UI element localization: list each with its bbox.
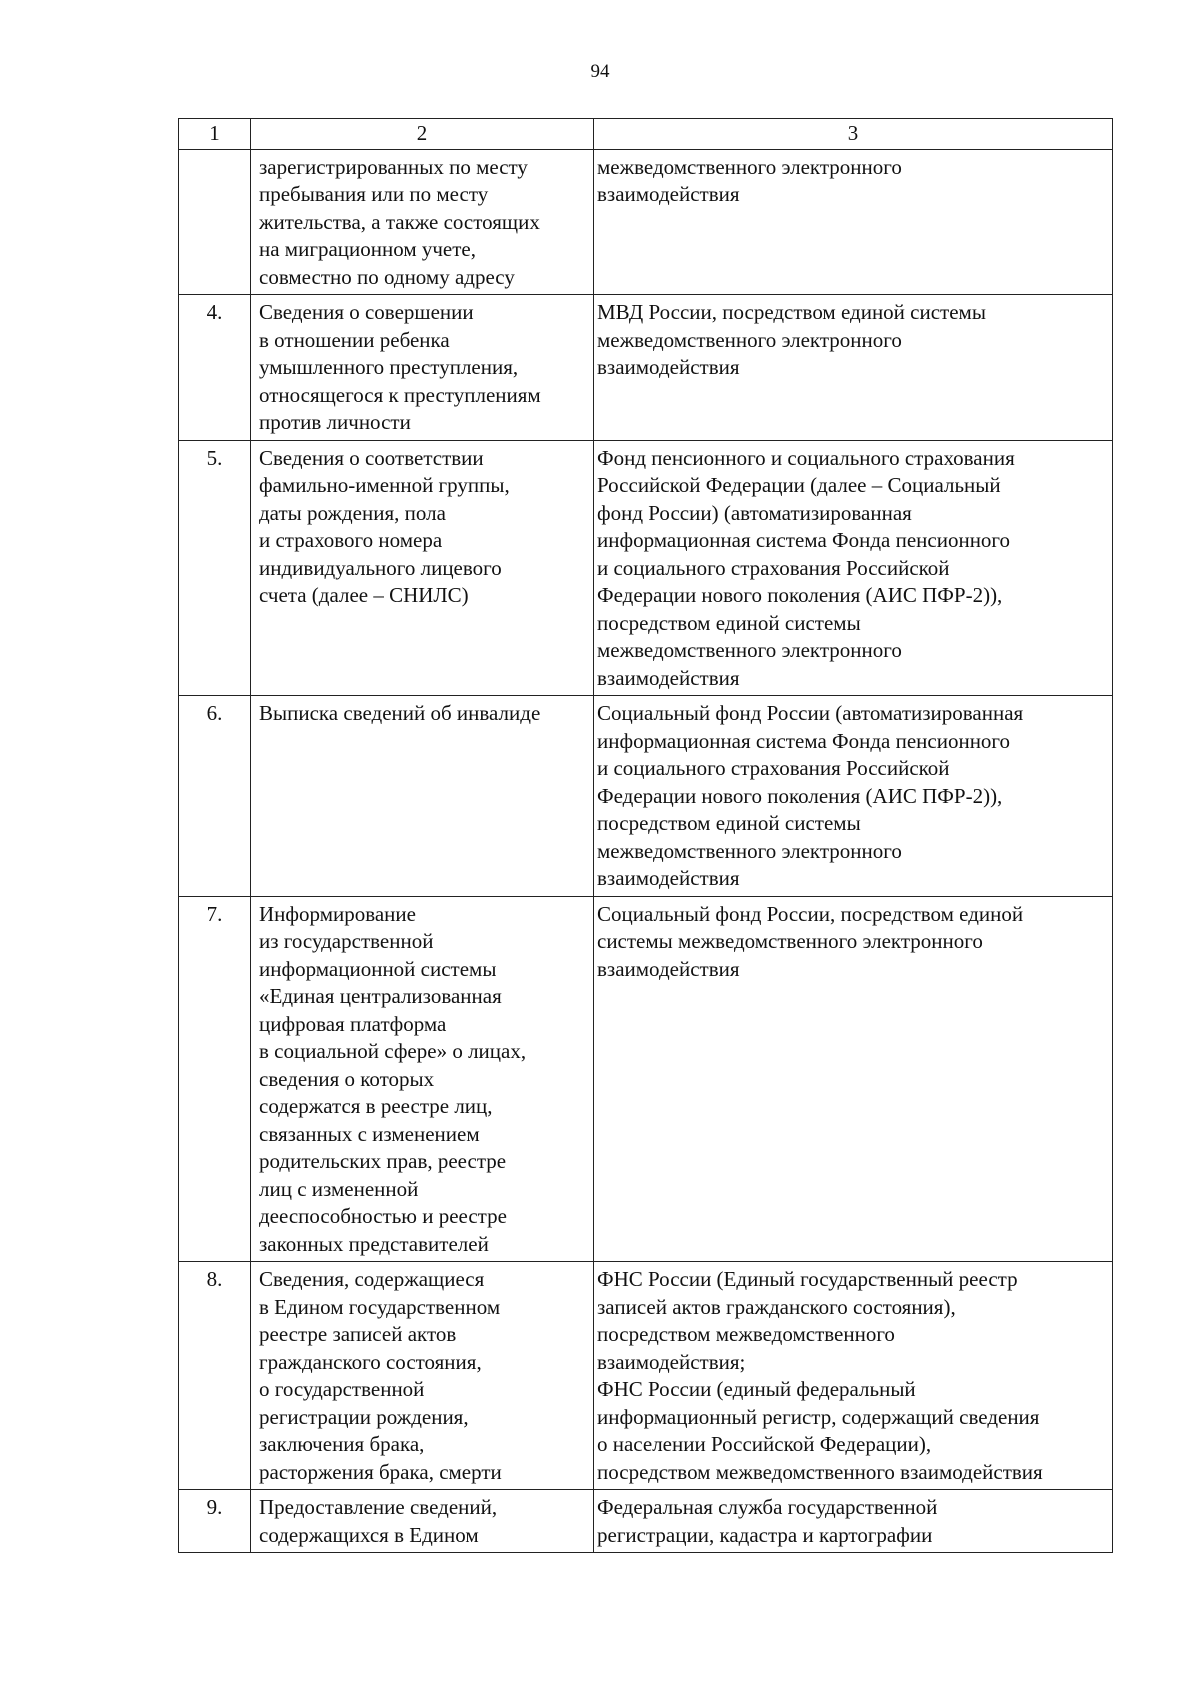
row-source: ФНС России (Единый государственный реестр записей актов гражданского состояния), посредством межведомственного взаимодействия; ФНС России (единый федеральный информационный регистр, содержащий сведения о населении Российской Федерации), посредством межведомственного взаимодействия <box>594 1262 1113 1490</box>
row-source: межведомственного электронного взаимодействия <box>594 149 1113 295</box>
table-row <box>179 440 1113 696</box>
row-description: Сведения о совершении в отношении ребенка умышленного преступления, относящегося к преступлениям против личности <box>251 295 594 441</box>
row-description: Предоставление сведений, содержащихся в Едином <box>251 1490 594 1553</box>
table-row <box>179 149 1113 295</box>
row-number: 6. <box>179 696 251 897</box>
row-source: Фонд пенсионного и социального страхования Российской Федерации (далее – Социальный фонд России) (автоматизированная информационная система Фонда пенсионного и социального страхования Российской Федерации нового поколения (АИС ПФР-2)), посредством единой системы межведомственного электронного взаимодействия <box>594 440 1113 696</box>
row-source: Социальный фонд России, посредством единой системы межведомственного электронного взаимодействия <box>594 896 1113 1262</box>
row-number: 5. <box>179 440 251 696</box>
table-header <box>179 119 1113 150</box>
row-description: Информирование из государственной информационной системы «Единая централизованная цифровая платформа в социальной сфере» о лицах, сведения о которых содержатся в реестре лиц, связанных с изменением родительских прав, реестре лиц с измененной дееспособностью и реестре законных представителей <box>251 896 594 1262</box>
row-number: 9. <box>179 1490 251 1553</box>
table-row <box>179 1262 1113 1490</box>
row-description: Сведения о соответствии фамильно-именной группы, даты рождения, пола и страхового номера индивидуального лицевого счета (далее – СНИЛС) <box>251 440 594 696</box>
table-row <box>179 896 1113 1262</box>
row-source: Федеральная служба государственной регистрации, кадастра и картографии <box>594 1490 1113 1553</box>
row-source: Социальный фонд России (автоматизированная информационная система Фонда пенсионного и социального страхования Российской Федерации нового поколения (АИС ПФР-2)), посредством единой системы межведомственного электронного взаимодействия <box>594 696 1113 897</box>
header-col-1: 1 <box>179 119 251 150</box>
row-description: зарегистрированных по месту пребывания или по месту жительства, а также состоящих на миграционном учете, совместно по одному адресу <box>251 149 594 295</box>
row-number: 8. <box>179 1262 251 1490</box>
table-row <box>179 295 1113 441</box>
row-description: Выписка сведений об инвалиде <box>251 696 594 897</box>
page-number: 94 <box>590 61 610 82</box>
row-number <box>179 149 251 295</box>
row-description: Сведения, содержащиеся в Едином государственном реестре записей актов гражданского состояния, о государственной регистрации рождения, заключения брака, расторжения брака, смерти <box>251 1262 594 1490</box>
table-body <box>179 149 1113 1553</box>
header-col-2: 2 <box>251 119 594 150</box>
row-number: 7. <box>179 896 251 1262</box>
table-row <box>179 696 1113 897</box>
table-row <box>179 1490 1113 1553</box>
data-table <box>178 118 1113 1553</box>
row-source: МВД России, посредством единой системы межведомственного электронного взаимодействия <box>594 295 1113 441</box>
header-row <box>179 119 1113 150</box>
header-col-3: 3 <box>594 119 1113 150</box>
row-number: 4. <box>179 295 251 441</box>
